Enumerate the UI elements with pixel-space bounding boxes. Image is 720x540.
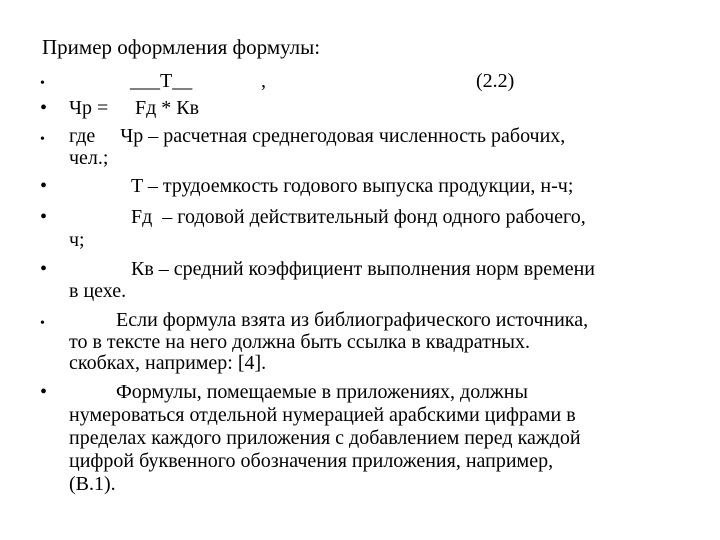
- definition-chr-line2: чел.;: [69, 147, 109, 169]
- formula-rhs: Fд * Кв: [135, 97, 200, 119]
- paragraph-source-line3: скобках, например: [4].: [69, 352, 267, 374]
- paragraph-appendix-line2: нумероваться отдельной нумерацией арабскими цифрами в: [69, 404, 576, 426]
- bullet-icon: •: [40, 76, 45, 91]
- bullet-icon: •: [40, 97, 48, 119]
- paragraph-appendix-line4: цифрой буквенного обозначения приложения, например,: [69, 450, 554, 472]
- definition-chr-line1: где Чр – расчетная среднегодовая численность рабочих,: [69, 125, 566, 147]
- formula-numerator: ___T__: [130, 70, 193, 92]
- paragraph-appendix-line3: пределах каждого приложения с добавлением перед каждой: [69, 427, 581, 449]
- bullet-icon: •: [40, 381, 48, 403]
- paragraph-source-line2: то в тексте на него должна быть ссылка в квадратных.: [69, 331, 530, 353]
- paragraph-appendix-line5: (В.1).: [69, 473, 116, 495]
- slide-title: Пример оформления формулы:: [42, 35, 321, 59]
- formula-number: (2.2): [476, 70, 515, 92]
- paragraph-appendix-line1: Формулы, помещаемые в приложениях, должны: [116, 381, 528, 403]
- definition-t: T – трудоемкость годового выпуска продукции, н-ч;: [131, 175, 574, 197]
- bullet-icon: •: [40, 258, 48, 280]
- formula-comma: ,: [261, 70, 266, 92]
- bullet-icon: •: [40, 132, 45, 147]
- formula-lhs: Чр =: [69, 97, 109, 119]
- paragraph-source-line1: Если формула взята из библиографического источника,: [116, 309, 589, 331]
- definition-kv-line2: в цехе.: [69, 280, 127, 302]
- bullet-icon: •: [40, 206, 48, 228]
- definition-fd-line1: Fд – годовой действительный фонд одного рабочего,: [131, 206, 586, 228]
- definition-kv-line1: Кв – средний коэффициент выполнения норм времени: [131, 258, 596, 280]
- definition-fd-line2: ч;: [69, 229, 85, 251]
- bullet-icon: •: [40, 316, 45, 331]
- bullet-icon: •: [40, 175, 48, 197]
